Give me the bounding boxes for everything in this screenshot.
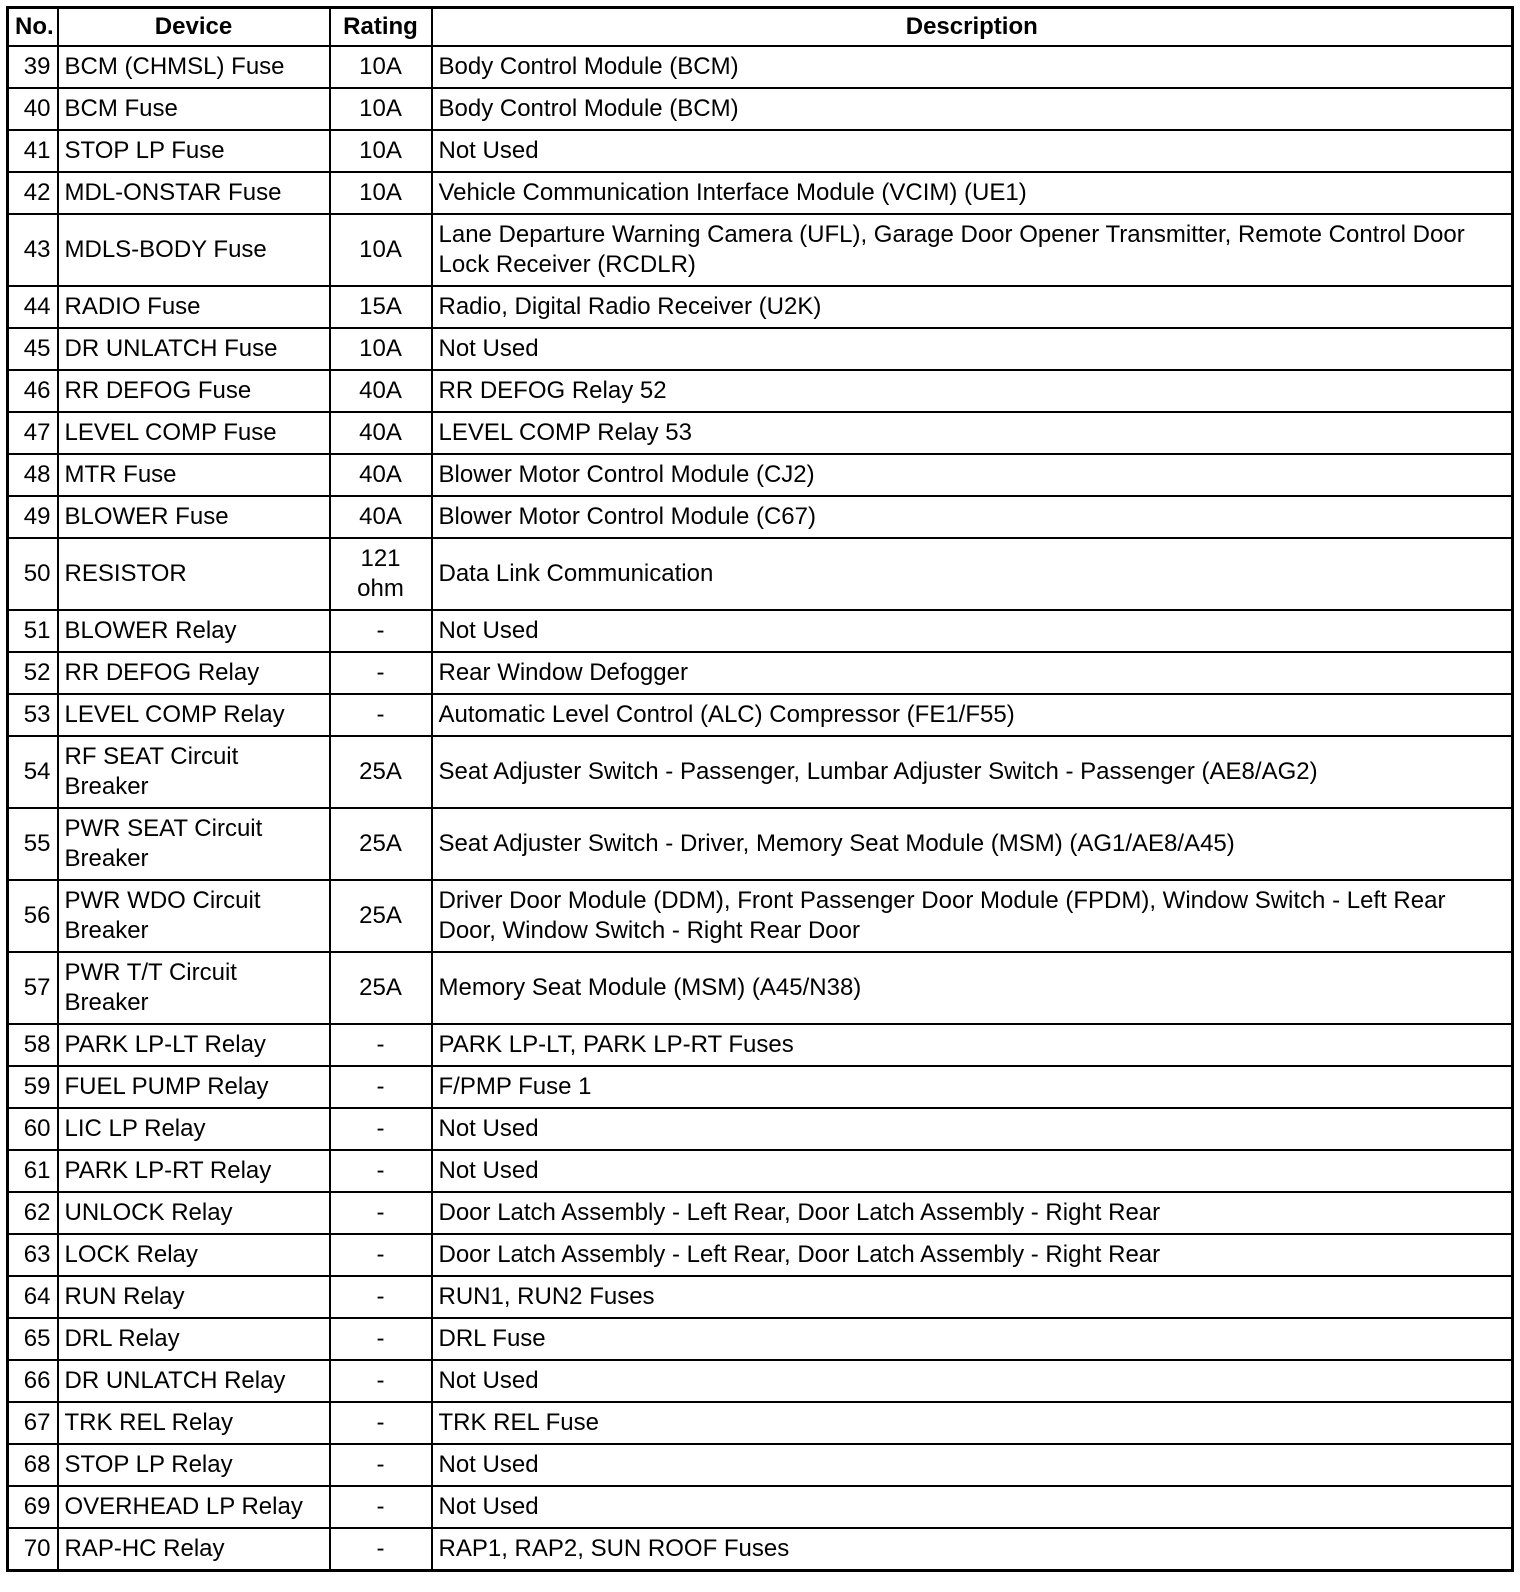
cell-description: Not Used xyxy=(432,610,1513,652)
table-row xyxy=(8,1402,1513,1444)
cell-device: RR DEFOG Relay xyxy=(58,652,330,694)
cell-rating: - xyxy=(330,1276,432,1318)
table-row xyxy=(8,454,1513,496)
cell-description: RAP1, RAP2, SUN ROOF Fuses xyxy=(432,1528,1513,1571)
cell-description: Door Latch Assembly - Left Rear, Door Latch Assembly - Right Rear xyxy=(432,1192,1513,1234)
cell-device: LOCK Relay xyxy=(58,1234,330,1276)
table-row xyxy=(8,736,1513,808)
table-row xyxy=(8,214,1513,286)
cell-description: Not Used xyxy=(432,1360,1513,1402)
cell-device: DRL Relay xyxy=(58,1318,330,1360)
cell-device: MDL-ONSTAR Fuse xyxy=(58,172,330,214)
cell-description: Vehicle Communication Interface Module (VCIM) (UE1) xyxy=(432,172,1513,214)
cell-description: F/PMP Fuse 1 xyxy=(432,1066,1513,1108)
table-row xyxy=(8,610,1513,652)
cell-device: TRK REL Relay xyxy=(58,1402,330,1444)
cell-description: Door Latch Assembly - Left Rear, Door Latch Assembly - Right Rear xyxy=(432,1234,1513,1276)
cell-description: Not Used xyxy=(432,1150,1513,1192)
cell-device: PWR SEAT Circuit Breaker xyxy=(58,808,330,880)
cell-rating: - xyxy=(330,1108,432,1150)
cell-device: MDLS-BODY Fuse xyxy=(58,214,330,286)
cell-no: 42 xyxy=(8,172,58,214)
cell-rating: - xyxy=(330,610,432,652)
cell-device: DR UNLATCH Relay xyxy=(58,1360,330,1402)
cell-device: RUN Relay xyxy=(58,1276,330,1318)
table-row xyxy=(8,1528,1513,1571)
cell-device: PWR T/T Circuit Breaker xyxy=(58,952,330,1024)
table-row xyxy=(8,286,1513,328)
cell-description: LEVEL COMP Relay 53 xyxy=(432,412,1513,454)
cell-no: 65 xyxy=(8,1318,58,1360)
cell-no: 63 xyxy=(8,1234,58,1276)
cell-no: 46 xyxy=(8,370,58,412)
cell-no: 43 xyxy=(8,214,58,286)
cell-description: Blower Motor Control Module (CJ2) xyxy=(432,454,1513,496)
cell-no: 51 xyxy=(8,610,58,652)
cell-no: 64 xyxy=(8,1276,58,1318)
cell-rating: 10A xyxy=(330,88,432,130)
cell-rating: 25A xyxy=(330,808,432,880)
table-body xyxy=(8,46,1513,1571)
table-row xyxy=(8,328,1513,370)
cell-rating: - xyxy=(330,1066,432,1108)
cell-device: PARK LP-RT Relay xyxy=(58,1150,330,1192)
cell-rating: - xyxy=(330,1024,432,1066)
cell-no: 61 xyxy=(8,1150,58,1192)
cell-no: 47 xyxy=(8,412,58,454)
cell-rating: 10A xyxy=(330,46,432,88)
cell-no: 59 xyxy=(8,1066,58,1108)
cell-no: 54 xyxy=(8,736,58,808)
cell-description: Not Used xyxy=(432,130,1513,172)
cell-rating: - xyxy=(330,694,432,736)
cell-description: Not Used xyxy=(432,1486,1513,1528)
table-row xyxy=(8,1108,1513,1150)
cell-device: BLOWER Relay xyxy=(58,610,330,652)
table-row xyxy=(8,1066,1513,1108)
cell-no: 49 xyxy=(8,496,58,538)
cell-rating: - xyxy=(330,652,432,694)
cell-no: 68 xyxy=(8,1444,58,1486)
cell-device: PWR WDO Circuit Breaker xyxy=(58,880,330,952)
cell-rating: - xyxy=(330,1150,432,1192)
cell-description: Seat Adjuster Switch - Driver, Memory Seat Module (MSM) (AG1/AE8/A45) xyxy=(432,808,1513,880)
cell-description: RUN1, RUN2 Fuses xyxy=(432,1276,1513,1318)
cell-description: RR DEFOG Relay 52 xyxy=(432,370,1513,412)
cell-device: FUEL PUMP Relay xyxy=(58,1066,330,1108)
cell-no: 40 xyxy=(8,88,58,130)
cell-description: Body Control Module (BCM) xyxy=(432,88,1513,130)
cell-rating: - xyxy=(330,1528,432,1571)
cell-rating: 15A xyxy=(330,286,432,328)
cell-no: 69 xyxy=(8,1486,58,1528)
cell-rating: - xyxy=(330,1234,432,1276)
cell-description: Rear Window Defogger xyxy=(432,652,1513,694)
cell-no: 56 xyxy=(8,880,58,952)
cell-no: 62 xyxy=(8,1192,58,1234)
cell-no: 50 xyxy=(8,538,58,610)
cell-rating: 10A xyxy=(330,130,432,172)
table-row xyxy=(8,694,1513,736)
cell-no: 58 xyxy=(8,1024,58,1066)
cell-description: PARK LP-LT, PARK LP-RT Fuses xyxy=(432,1024,1513,1066)
cell-no: 53 xyxy=(8,694,58,736)
table-row xyxy=(8,1486,1513,1528)
cell-device: RF SEAT Circuit Breaker xyxy=(58,736,330,808)
cell-rating: 25A xyxy=(330,736,432,808)
cell-description: Memory Seat Module (MSM) (A45/N38) xyxy=(432,952,1513,1024)
table-row xyxy=(8,1276,1513,1318)
cell-no: 55 xyxy=(8,808,58,880)
cell-device: BCM (CHMSL) Fuse xyxy=(58,46,330,88)
table-row xyxy=(8,496,1513,538)
cell-no: 45 xyxy=(8,328,58,370)
cell-device: RR DEFOG Fuse xyxy=(58,370,330,412)
cell-description: Body Control Module (BCM) xyxy=(432,46,1513,88)
cell-rating: 121 ohm xyxy=(330,538,432,610)
cell-device: BLOWER Fuse xyxy=(58,496,330,538)
table-row xyxy=(8,652,1513,694)
cell-rating: 40A xyxy=(330,412,432,454)
cell-no: 67 xyxy=(8,1402,58,1444)
header-rating: Rating xyxy=(330,8,432,47)
cell-rating: 40A xyxy=(330,454,432,496)
cell-device: MTR Fuse xyxy=(58,454,330,496)
cell-description: Not Used xyxy=(432,1444,1513,1486)
cell-description: Radio, Digital Radio Receiver (U2K) xyxy=(432,286,1513,328)
table-row xyxy=(8,172,1513,214)
table-row xyxy=(8,46,1513,88)
table-row xyxy=(8,412,1513,454)
cell-device: RAP-HC Relay xyxy=(58,1528,330,1571)
cell-no: 39 xyxy=(8,46,58,88)
table-row xyxy=(8,130,1513,172)
cell-device: RESISTOR xyxy=(58,538,330,610)
header-description: Description xyxy=(432,8,1513,47)
table-row xyxy=(8,880,1513,952)
cell-device: BCM Fuse xyxy=(58,88,330,130)
cell-device: LEVEL COMP Fuse xyxy=(58,412,330,454)
table-row xyxy=(8,1234,1513,1276)
cell-description: Lane Departure Warning Camera (UFL), Garage Door Opener Transmitter, Remote Control Door Lock Receiver (RCDLR) xyxy=(432,214,1513,286)
cell-description: DRL Fuse xyxy=(432,1318,1513,1360)
cell-device: DR UNLATCH Fuse xyxy=(58,328,330,370)
cell-description: TRK REL Fuse xyxy=(432,1402,1513,1444)
cell-device: LEVEL COMP Relay xyxy=(58,694,330,736)
table-row xyxy=(8,1318,1513,1360)
cell-no: 48 xyxy=(8,454,58,496)
cell-rating: 10A xyxy=(330,328,432,370)
table-row xyxy=(8,370,1513,412)
cell-no: 52 xyxy=(8,652,58,694)
cell-rating: 10A xyxy=(330,214,432,286)
cell-rating: - xyxy=(330,1402,432,1444)
cell-no: 44 xyxy=(8,286,58,328)
table-row xyxy=(8,808,1513,880)
table-row xyxy=(8,1024,1513,1066)
cell-rating: 25A xyxy=(330,952,432,1024)
header-no: No. xyxy=(8,8,58,47)
cell-description: Driver Door Module (DDM), Front Passenger Door Module (FPDM), Window Switch - Left Rear Door, Window Switch - Right Rear Door xyxy=(432,880,1513,952)
cell-rating: - xyxy=(330,1318,432,1360)
cell-rating: 10A xyxy=(330,172,432,214)
cell-rating: 40A xyxy=(330,496,432,538)
cell-description: Not Used xyxy=(432,1108,1513,1150)
cell-device: STOP LP Relay xyxy=(58,1444,330,1486)
cell-rating: 25A xyxy=(330,880,432,952)
cell-no: 41 xyxy=(8,130,58,172)
table-row xyxy=(8,538,1513,610)
cell-no: 60 xyxy=(8,1108,58,1150)
table-header-row xyxy=(8,8,1513,47)
cell-no: 57 xyxy=(8,952,58,1024)
table-row xyxy=(8,952,1513,1024)
cell-description: Blower Motor Control Module (C67) xyxy=(432,496,1513,538)
cell-device: STOP LP Fuse xyxy=(58,130,330,172)
table-row xyxy=(8,1360,1513,1402)
cell-rating: - xyxy=(330,1444,432,1486)
cell-device: OVERHEAD LP Relay xyxy=(58,1486,330,1528)
table-row xyxy=(8,1192,1513,1234)
table-row xyxy=(8,1444,1513,1486)
cell-device: PARK LP-LT Relay xyxy=(58,1024,330,1066)
cell-no: 70 xyxy=(8,1528,58,1571)
cell-description: Automatic Level Control (ALC) Compressor (FE1/F55) xyxy=(432,694,1513,736)
cell-rating: - xyxy=(330,1360,432,1402)
cell-device: UNLOCK Relay xyxy=(58,1192,330,1234)
fuse-relay-table xyxy=(6,6,1514,1572)
cell-description: Seat Adjuster Switch - Passenger, Lumbar Adjuster Switch - Passenger (AE8/AG2) xyxy=(432,736,1513,808)
cell-device: RADIO Fuse xyxy=(58,286,330,328)
cell-device: LIC LP Relay xyxy=(58,1108,330,1150)
cell-rating: - xyxy=(330,1192,432,1234)
cell-rating: 40A xyxy=(330,370,432,412)
cell-description: Not Used xyxy=(432,328,1513,370)
cell-no: 66 xyxy=(8,1360,58,1402)
table-row xyxy=(8,88,1513,130)
header-device: Device xyxy=(58,8,330,47)
cell-rating: - xyxy=(330,1486,432,1528)
table-row xyxy=(8,1150,1513,1192)
cell-description: Data Link Communication xyxy=(432,538,1513,610)
